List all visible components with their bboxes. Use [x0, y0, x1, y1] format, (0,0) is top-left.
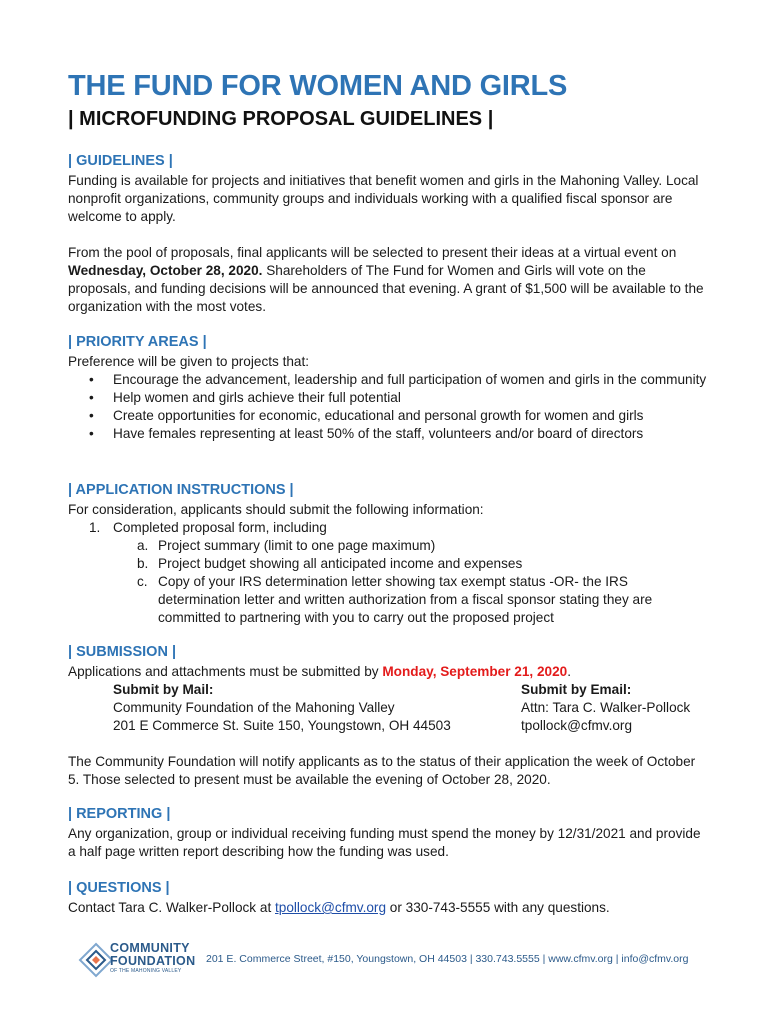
- priority-section: [68, 333, 708, 443]
- list-item: a. Project summary (limit to one page maximum): [137, 538, 436, 553]
- reporting-section: [68, 805, 708, 861]
- questions-section: [68, 879, 708, 917]
- application-intro: For consideration, applicants should submit the following information:: [68, 502, 484, 517]
- email-line-1: Attn: Tara C. Walker-Pollock: [521, 700, 691, 715]
- notify-paragraph: The Community Foundation will notify applicants as to the status of their application the week of October 5. Those selected to present must be available the evening of October 28, 2020.: [68, 754, 696, 787]
- event-date: Wednesday, October 28, 2020.: [68, 263, 263, 278]
- priority-heading: | PRIORITY AREAS |: [68, 334, 207, 350]
- guidelines-heading: | GUIDELINES |: [68, 153, 173, 169]
- submission-heading: | SUBMISSION |: [68, 644, 177, 660]
- document-title: THE FUND FOR WOMEN AND GIRLS: [68, 70, 568, 102]
- email-block: [521, 681, 690, 735]
- priority-intro: Preference will be given to projects that:: [68, 354, 310, 369]
- footer: [78, 940, 698, 980]
- footer-contact: 201 E. Commerce Street, #150, Youngstown, OH 44503 | 330.743.5555 | www.cfmv.org | info@cfmv.org: [206, 953, 689, 965]
- bullet-icon: •: [89, 408, 94, 423]
- document-subtitle: | MICROFUNDING PROPOSAL GUIDELINES |: [68, 108, 494, 130]
- guidelines-paragraph-1: Funding is available for projects and initiatives that benefit women and girls in the Mahoning Valley. Local nonprofit organizations, community groups and individuals working with a qualified fiscal sponsor are welcome to apply.: [68, 173, 699, 224]
- deadline-date: Monday, September 21, 2020: [382, 664, 568, 679]
- list-item: • Help women and girls achieve their full potential: [89, 390, 401, 405]
- mail-line-2: 201 E Commerce St. Suite 150, Youngstown, OH 44503: [113, 718, 451, 733]
- submission-methods: [68, 681, 708, 735]
- mail-line-1: Community Foundation of the Mahoning Valley: [113, 700, 395, 715]
- list-item: • Have females representing at least 50% of the staff, volunteers and/or board of directors: [89, 426, 644, 441]
- application-section: [68, 481, 708, 627]
- list-item: b. Project budget showing all anticipated income and expenses: [137, 556, 523, 571]
- guidelines-section: [68, 152, 708, 316]
- list-item: • Create opportunities for economic, educational and personal growth for women and girls: [89, 408, 644, 423]
- bullet-icon: •: [89, 426, 94, 441]
- submission-section: [68, 643, 708, 789]
- email-label: Submit by Email:: [521, 682, 632, 697]
- application-heading: | APPLICATION INSTRUCTIONS |: [68, 482, 294, 498]
- bullet-icon: •: [89, 372, 94, 387]
- bullet-icon: •: [89, 390, 94, 405]
- reporting-text: Any organization, group or individual receiving funding must spend the money by 12/31/2021 and provide a half page written report describing how the funding was used.: [68, 826, 701, 859]
- submission-intro: Applications and attachments must be submitted by Monday, September 21, 2020.: [68, 664, 571, 679]
- community-foundation-logo-icon: [78, 942, 114, 978]
- mail-label: Submit by Mail:: [113, 682, 214, 697]
- reporting-heading: | REPORTING |: [68, 806, 171, 822]
- list-item: 1. Completed proposal form, including: [89, 520, 327, 535]
- mail-block: [113, 681, 451, 735]
- list-item: c. Copy of your IRS determination letter showing tax exempt status -OR- the IRS determination letter and written authorization from a fiscal sponsor stating they are committed to partnering with you to carry out the proposed project: [137, 574, 653, 625]
- priority-list: [68, 371, 708, 443]
- list-item: • Encourage the advancement, leadership and full participation of women and girls in the community: [89, 372, 707, 387]
- logo-wordmark: COMMUNITY FOUNDATION OF THE MAHONING VALLEY: [110, 941, 196, 974]
- guidelines-paragraph-2: From the pool of proposals, final applicants will be selected to present their ideas at a virtual event on Wednesday, October 28, 2020. Shareholders of The Fund for Women and Girls will vote on the proposals, and funding decisions will be announced that evening. A grant of $1,500 will be available to the organization with the most votes.: [68, 245, 704, 314]
- questions-text: Contact Tara C. Walker-Pollock at tpollock@cfmv.org or 330-743-5555 with any questions.: [68, 900, 610, 915]
- contact-email-link[interactable]: tpollock@cfmv.org: [275, 900, 386, 915]
- email-line-2: tpollock@cfmv.org: [521, 718, 632, 733]
- questions-heading: | QUESTIONS |: [68, 880, 170, 896]
